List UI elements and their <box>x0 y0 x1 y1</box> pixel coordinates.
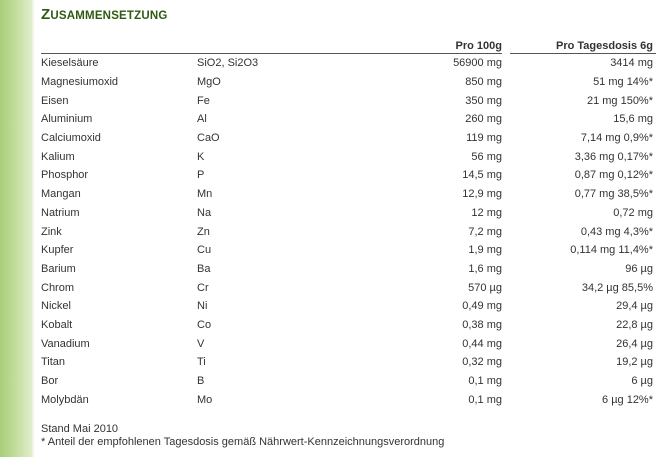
table-body <box>41 54 656 410</box>
cell-gap <box>502 353 510 372</box>
cell-name: Zink <box>41 225 62 238</box>
cell-per-100g: 119 mg <box>466 132 502 145</box>
cell-per-daily-dose: 29,4 µg <box>616 300 653 313</box>
cell-name: Magnesiumoxid <box>41 76 119 89</box>
cell-formula: MgO <box>197 76 221 89</box>
cell-formula: CaO <box>197 132 220 145</box>
header-formula <box>197 38 349 54</box>
table-row <box>41 372 656 391</box>
cell-per-100g: 56900 mg <box>453 57 502 70</box>
cell-name: Kupfer <box>41 244 74 257</box>
cell-gap <box>502 278 510 297</box>
cell-gap <box>502 91 510 110</box>
cell-per-daily-dose: 96 µg <box>625 262 653 275</box>
cell-per-100g: 12 mg <box>471 206 502 219</box>
table-row <box>41 166 656 185</box>
cell-gap <box>502 241 510 260</box>
table-row <box>41 54 656 73</box>
table-header-row <box>41 38 656 54</box>
heading-rest: USAMMENSETZUNG <box>50 10 168 22</box>
cell-per-100g: 0,44 mg <box>462 337 502 350</box>
cell-per-100g: 0,1 mg <box>468 393 502 406</box>
cell-per-daily-dose: 21 mg 150%* <box>586 94 653 107</box>
table-row <box>41 334 656 353</box>
cell-name: Chrom <box>41 281 75 294</box>
cell-per-100g: 1,9 mg <box>468 244 502 257</box>
cell-per-100g: 0,49 mg <box>462 300 502 313</box>
header-per-daily-dose: Pro Tagesdosis 6g <box>510 38 656 54</box>
composition-table <box>41 38 656 409</box>
table-row <box>41 147 656 166</box>
cell-name: Mangan <box>41 188 81 201</box>
cell-gap <box>502 204 510 223</box>
heading-initial: Z <box>41 6 51 23</box>
cell-per-100g: 850 mg <box>465 76 502 89</box>
cell-gap <box>502 110 510 129</box>
cell-name: Natrium <box>41 206 80 219</box>
cell-name: Nickel <box>41 300 71 313</box>
cell-gap <box>502 316 510 335</box>
cell-name: Bor <box>41 375 59 388</box>
cell-name: Titan <box>41 356 66 369</box>
table-row <box>41 204 656 223</box>
table-row <box>41 297 656 316</box>
cell-per-daily-dose: 34,2 µg 85,5% <box>581 281 653 294</box>
cell-gap <box>502 222 510 241</box>
footer-footnote: * Anteil der empfohlenen Tagesdosis gemäß Nährwert-Kennzeichnungsverordnung <box>41 436 445 448</box>
cell-per-daily-dose: 15,6 mg <box>613 113 653 126</box>
cell-name: Eisen <box>41 94 69 107</box>
cell-per-100g: 12,9 mg <box>462 188 502 201</box>
cell-per-daily-dose: 3,36 mg 0,17%* <box>574 150 653 163</box>
table-row <box>41 222 656 241</box>
cell-name: Kieselsäure <box>41 57 99 70</box>
cell-per-100g: 56 mg <box>471 150 502 163</box>
table-row <box>41 91 656 110</box>
cell-gap <box>502 147 510 166</box>
header-per-100g: Pro 100g <box>349 38 502 54</box>
table-row <box>41 353 656 372</box>
cell-formula: Al <box>197 113 207 126</box>
cell-formula: Cu <box>197 244 212 257</box>
cell-per-100g: 1,6 mg <box>468 262 502 275</box>
cell-per-100g: 0,32 mg <box>462 356 502 369</box>
cell-gap <box>502 166 510 185</box>
cell-per-100g: 0,38 mg <box>462 318 502 331</box>
cell-name: Molybdän <box>41 393 89 406</box>
cell-gap <box>502 73 510 92</box>
cell-name: Phosphor <box>41 169 89 182</box>
cell-per-100g: 350 mg <box>465 94 502 107</box>
cell-formula: K <box>197 150 205 163</box>
cell-per-100g: 14,5 mg <box>462 169 502 182</box>
table-row <box>41 390 656 409</box>
cell-per-daily-dose: 51 mg 14%* <box>593 76 653 89</box>
cell-name: Calciumoxid <box>41 132 101 145</box>
footer-date: Stand Mai 2010 <box>41 423 119 435</box>
section-heading <box>41 6 168 23</box>
cell-gap <box>502 297 510 316</box>
cell-formula: Ni <box>197 300 208 313</box>
cell-per-daily-dose: 0,114 mg 11,4%* <box>570 244 653 257</box>
cell-name: Aluminium <box>41 113 93 126</box>
cell-per-daily-dose: 0,87 mg 0,12%* <box>574 169 653 182</box>
cell-per-daily-dose: 26,4 µg <box>616 337 653 350</box>
cell-gap <box>502 54 510 73</box>
cell-name: Kalium <box>41 150 75 163</box>
cell-formula: Fe <box>197 94 210 107</box>
cell-formula: Zn <box>197 225 210 238</box>
cell-gap <box>502 185 510 204</box>
cell-gap <box>502 390 510 409</box>
cell-per-100g: 260 mg <box>465 113 502 126</box>
cell-formula: B <box>197 375 205 388</box>
cell-per-100g: 570 µg <box>468 281 502 294</box>
cell-formula: SiO2, Si2O3 <box>197 57 259 70</box>
header-name <box>41 38 197 54</box>
cell-formula: Mn <box>197 188 213 201</box>
cell-per-daily-dose: 0,72 mg <box>613 206 653 219</box>
table-row <box>41 241 656 260</box>
cell-gap <box>502 260 510 279</box>
cell-gap <box>502 129 510 148</box>
cell-per-daily-dose: 19,2 µg <box>616 356 653 369</box>
header-gap <box>502 38 510 54</box>
cell-per-daily-dose: 22,8 µg <box>616 318 653 331</box>
cell-formula: P <box>197 169 205 182</box>
cell-gap <box>502 334 510 353</box>
cell-per-100g: 0,1 mg <box>468 375 502 388</box>
cell-name: Vanadium <box>41 337 90 350</box>
cell-per-daily-dose: 6 µg 12%* <box>602 393 653 406</box>
table-row <box>41 260 656 279</box>
cell-formula: Ba <box>197 262 211 275</box>
table-row <box>41 129 656 148</box>
table-row <box>41 110 656 129</box>
cell-formula: Cr <box>197 281 209 294</box>
cell-name: Barium <box>41 262 76 275</box>
cell-per-100g: 7,2 mg <box>468 225 502 238</box>
cell-per-daily-dose: 6 µg <box>631 375 653 388</box>
footer-notes <box>41 423 444 449</box>
cell-name: Kobalt <box>41 318 73 331</box>
cell-gap <box>502 372 510 391</box>
cell-formula: Ti <box>197 356 206 369</box>
left-accent-stripe <box>0 0 34 457</box>
cell-formula: Na <box>197 206 212 219</box>
cell-formula: V <box>197 337 205 350</box>
cell-per-daily-dose: 0,77 mg 38,5%* <box>574 188 653 201</box>
table-row <box>41 73 656 92</box>
cell-formula: Co <box>197 318 212 331</box>
table-row <box>41 278 656 297</box>
table-row <box>41 316 656 335</box>
cell-formula: Mo <box>197 393 213 406</box>
cell-per-daily-dose: 0,43 mg 4,3%* <box>580 225 653 238</box>
table-row <box>41 185 656 204</box>
cell-per-daily-dose: 3414 mg <box>610 57 653 70</box>
cell-per-daily-dose: 7,14 mg 0,9%* <box>580 132 653 145</box>
